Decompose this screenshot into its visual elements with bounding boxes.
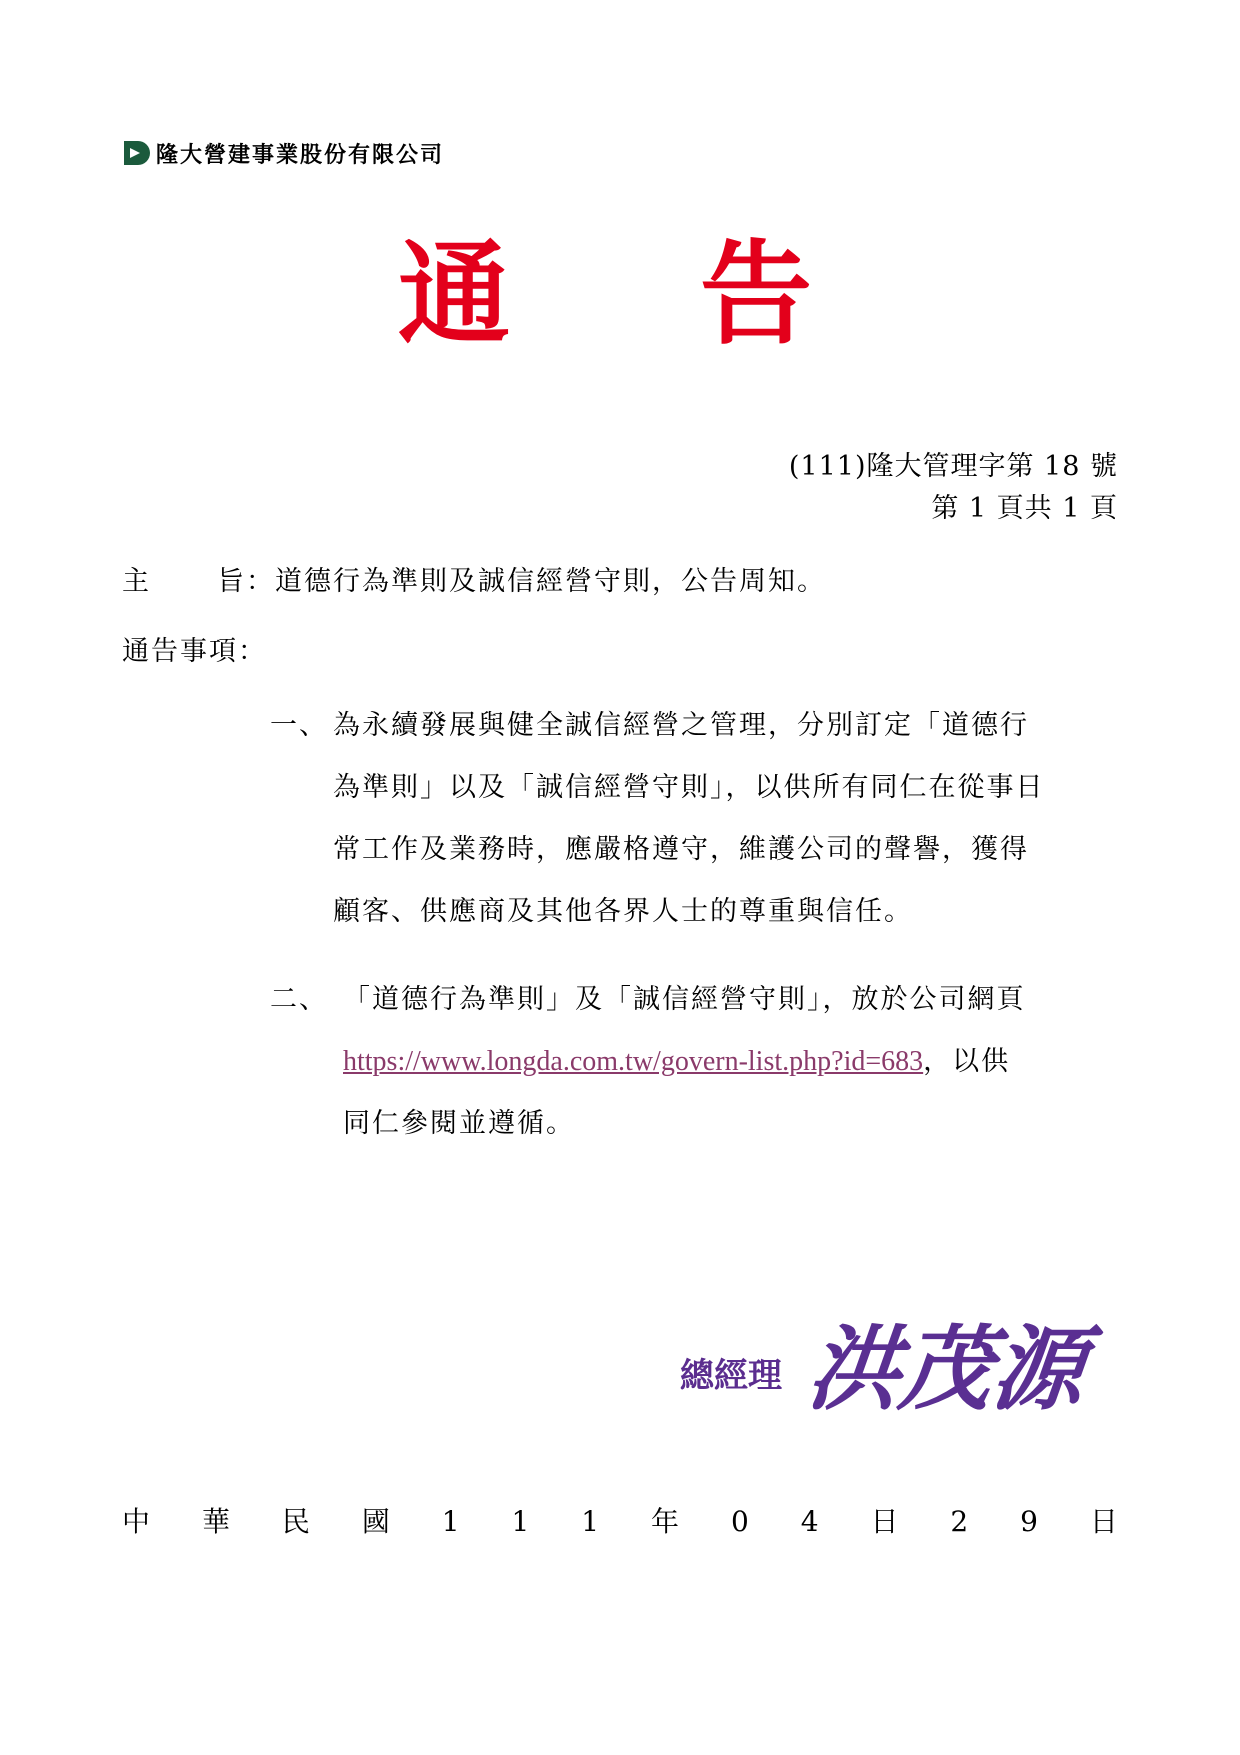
item-1-line: 顧客、供應商及其他各界人士的尊重與信任。 xyxy=(333,896,913,927)
date-char: 日 xyxy=(1089,1505,1118,1538)
subject-text: 道德行為準則及誠信經營守則，公告周知。 xyxy=(275,566,826,597)
item-2-line: 「道德行為準則」及「誠信經營守則」，放於公司網頁 xyxy=(343,984,1026,1015)
govern-list-link[interactable]: https://www.longda.com.tw/govern-list.php?id=683 xyxy=(343,1046,924,1077)
date-char: 1 xyxy=(511,1505,530,1538)
date-char: 2 xyxy=(950,1505,969,1538)
subject-row xyxy=(122,562,826,602)
subject-label-part-2: 旨： xyxy=(217,566,275,597)
date-char: 年 xyxy=(651,1505,680,1538)
date-char: 華 xyxy=(201,1505,230,1538)
date-char: 9 xyxy=(1020,1505,1038,1538)
notice-title-char-2: 告 xyxy=(700,229,812,360)
item-1-marker: 一、 xyxy=(270,710,328,741)
item-1-line: 為永續發展與健全誠信經營之管理，分別訂定「道德行 xyxy=(333,710,1029,741)
item-1-line: 常工作及業務時，應嚴格遵守，維護公司的聲譽，獲得 xyxy=(333,834,1029,865)
subject-label-part-1: 主 xyxy=(122,566,151,597)
notice-items-label: 通告事項： xyxy=(122,636,267,667)
company-name: 隆大營建事業股份有限公司 xyxy=(156,141,445,168)
date-char: 日 xyxy=(870,1505,899,1538)
item-2-line: 同仁參閱並遵循。 xyxy=(343,1108,575,1139)
notice-title-char-1: 通 xyxy=(398,229,510,360)
date-char: 0 xyxy=(730,1505,749,1538)
date-char: 1 xyxy=(581,1505,600,1538)
doc-page-info: 第 1 頁共 1 頁 xyxy=(931,493,1118,524)
doc-reference-number: (111)隆大管理字第 18 號 xyxy=(788,451,1118,482)
item-2-link-line xyxy=(343,1042,1010,1082)
company-logo-icon xyxy=(122,139,150,167)
company-header xyxy=(122,138,444,168)
date-char: 國 xyxy=(361,1505,390,1538)
general-manager-title: 總經理 xyxy=(680,1356,782,1396)
general-manager-signature: 洪茂源 xyxy=(802,1316,1090,1423)
doc-number-block xyxy=(789,446,1118,530)
date-char: 中 xyxy=(122,1505,151,1538)
date-char: 1 xyxy=(441,1505,460,1538)
item-2-line-suffix: ，以供 xyxy=(923,1046,1011,1077)
date-char: 4 xyxy=(800,1505,819,1538)
date-char: 民 xyxy=(281,1505,310,1538)
item-1-line: 為準則」以及「誠信經營守則」，以供所有同仁在從事日 xyxy=(333,772,1045,803)
date-row xyxy=(122,1502,1118,1542)
item-2-marker: 二、 xyxy=(270,984,328,1015)
